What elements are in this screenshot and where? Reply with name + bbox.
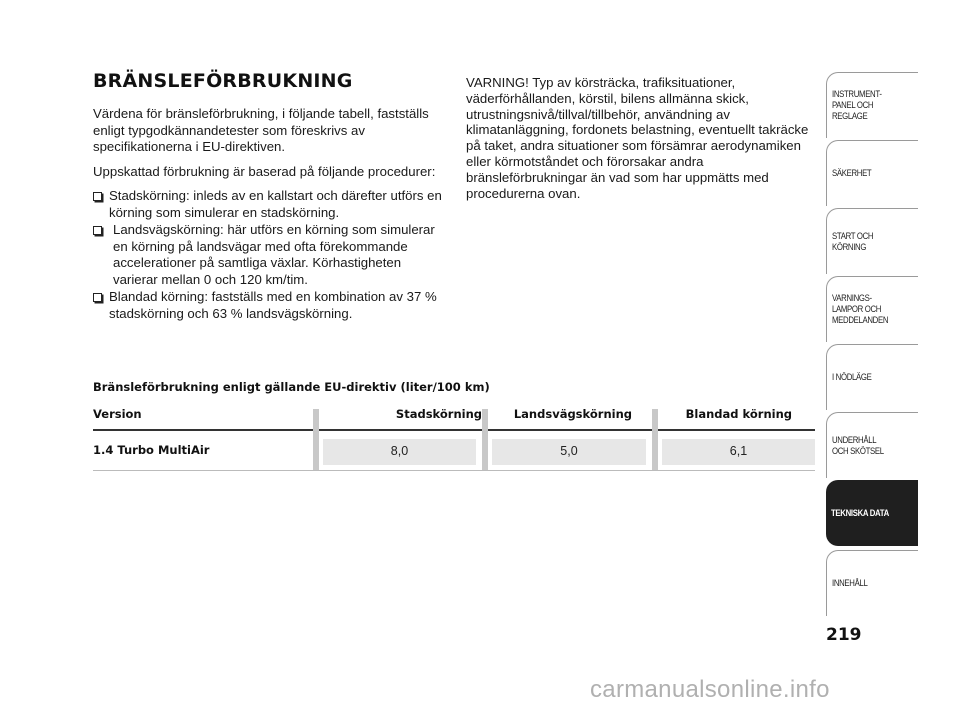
list-item: Stadskörning: inleds av en kallstart och därefter utförs en körning som simulerar en stadskörning. [93, 188, 448, 221]
warning-paragraph: VARNING! Typ av körsträcka, trafiksituationer, väderförhållanden, körstil, bilens allmänna skick, utrustningsnivå/tillval/tillbehör, användning av klimatanläggning, fordonets belastning, eventuellt takräcke på taket, andra situationer som försämrar aerodynamiken eller körmotståndet och förorsakar andra bränsleförbrukningar än vad som har uppmätts med procedurerna ovan. [466, 75, 809, 201]
column-separator [313, 409, 319, 470]
section-title: BRÄNSLEFÖRBRUKNING [93, 70, 353, 92]
column-separator [482, 409, 488, 470]
table-top-rule [93, 429, 815, 431]
tab-maintenance[interactable]: UNDERHÅLL OCH SKÖTSEL [826, 412, 918, 478]
page-number: 219 [826, 625, 862, 645]
cell-mixed: 6,1 [729, 444, 748, 458]
table-row-version: 1.4 Turbo MultiAir [93, 443, 210, 457]
watermark: carmanualsonline.info [590, 676, 830, 703]
header-version: Version [93, 407, 142, 421]
header-highway: Landsvägskörning [513, 407, 632, 421]
tab-emergency[interactable]: I NÖDLÄGE [826, 344, 918, 410]
procedures-intro: Uppskattad förbrukning är baserad på följande procedurer: [93, 163, 436, 179]
tab-instrument-panel[interactable]: INSTRUMENT- PANEL OCH REGLAGE [826, 72, 918, 138]
tab-contents[interactable]: INNEHÅLL [826, 550, 918, 616]
checkbox-bullet-icon [93, 226, 102, 235]
tab-start-driving[interactable]: START OCH KÖRNING [826, 208, 918, 274]
checkbox-bullet-icon [93, 293, 102, 302]
intro-paragraph: Värdena för bränsleförbrukning, i följande tabell, fastställs enligt typgodkännandetester som föreskrivs av specifikationerna i EU-direktiven. [93, 106, 429, 154]
cell-city: 8,0 [390, 444, 409, 458]
header-mixed: Blandad körning [685, 407, 792, 421]
tab-safety[interactable]: SÄKERHET [826, 140, 918, 206]
right-column [466, 75, 811, 209]
cell-highway: 5,0 [560, 444, 578, 458]
list-item: Landsvägskörning: här utförs en körning som simulerar en körning på landsvägar med ofta förekommande accelerationer på samtliga växlar. Körhastigheten varierar mellan 0 och 120 km/tim. [93, 222, 448, 288]
table-bottom-rule [93, 470, 815, 471]
table-title: Bränsleförbrukning enligt gällande EU-direktiv (liter/100 km) [93, 380, 490, 394]
tab-technical-data[interactable]: TEKNISKA DATA [826, 480, 918, 546]
checkbox-bullet-icon [93, 192, 102, 201]
tab-warning-lights[interactable]: VARNINGS- LAMPOR OCH MEDDELANDEN [826, 276, 918, 342]
column-separator [652, 409, 658, 470]
left-column [93, 70, 448, 323]
header-city: Stadskörning [395, 407, 482, 421]
procedure-list [93, 188, 448, 322]
list-item: Blandad körning: fastställs med en kombination av 37 % stadskörning och 63 % landsvägskörning. [93, 289, 448, 322]
